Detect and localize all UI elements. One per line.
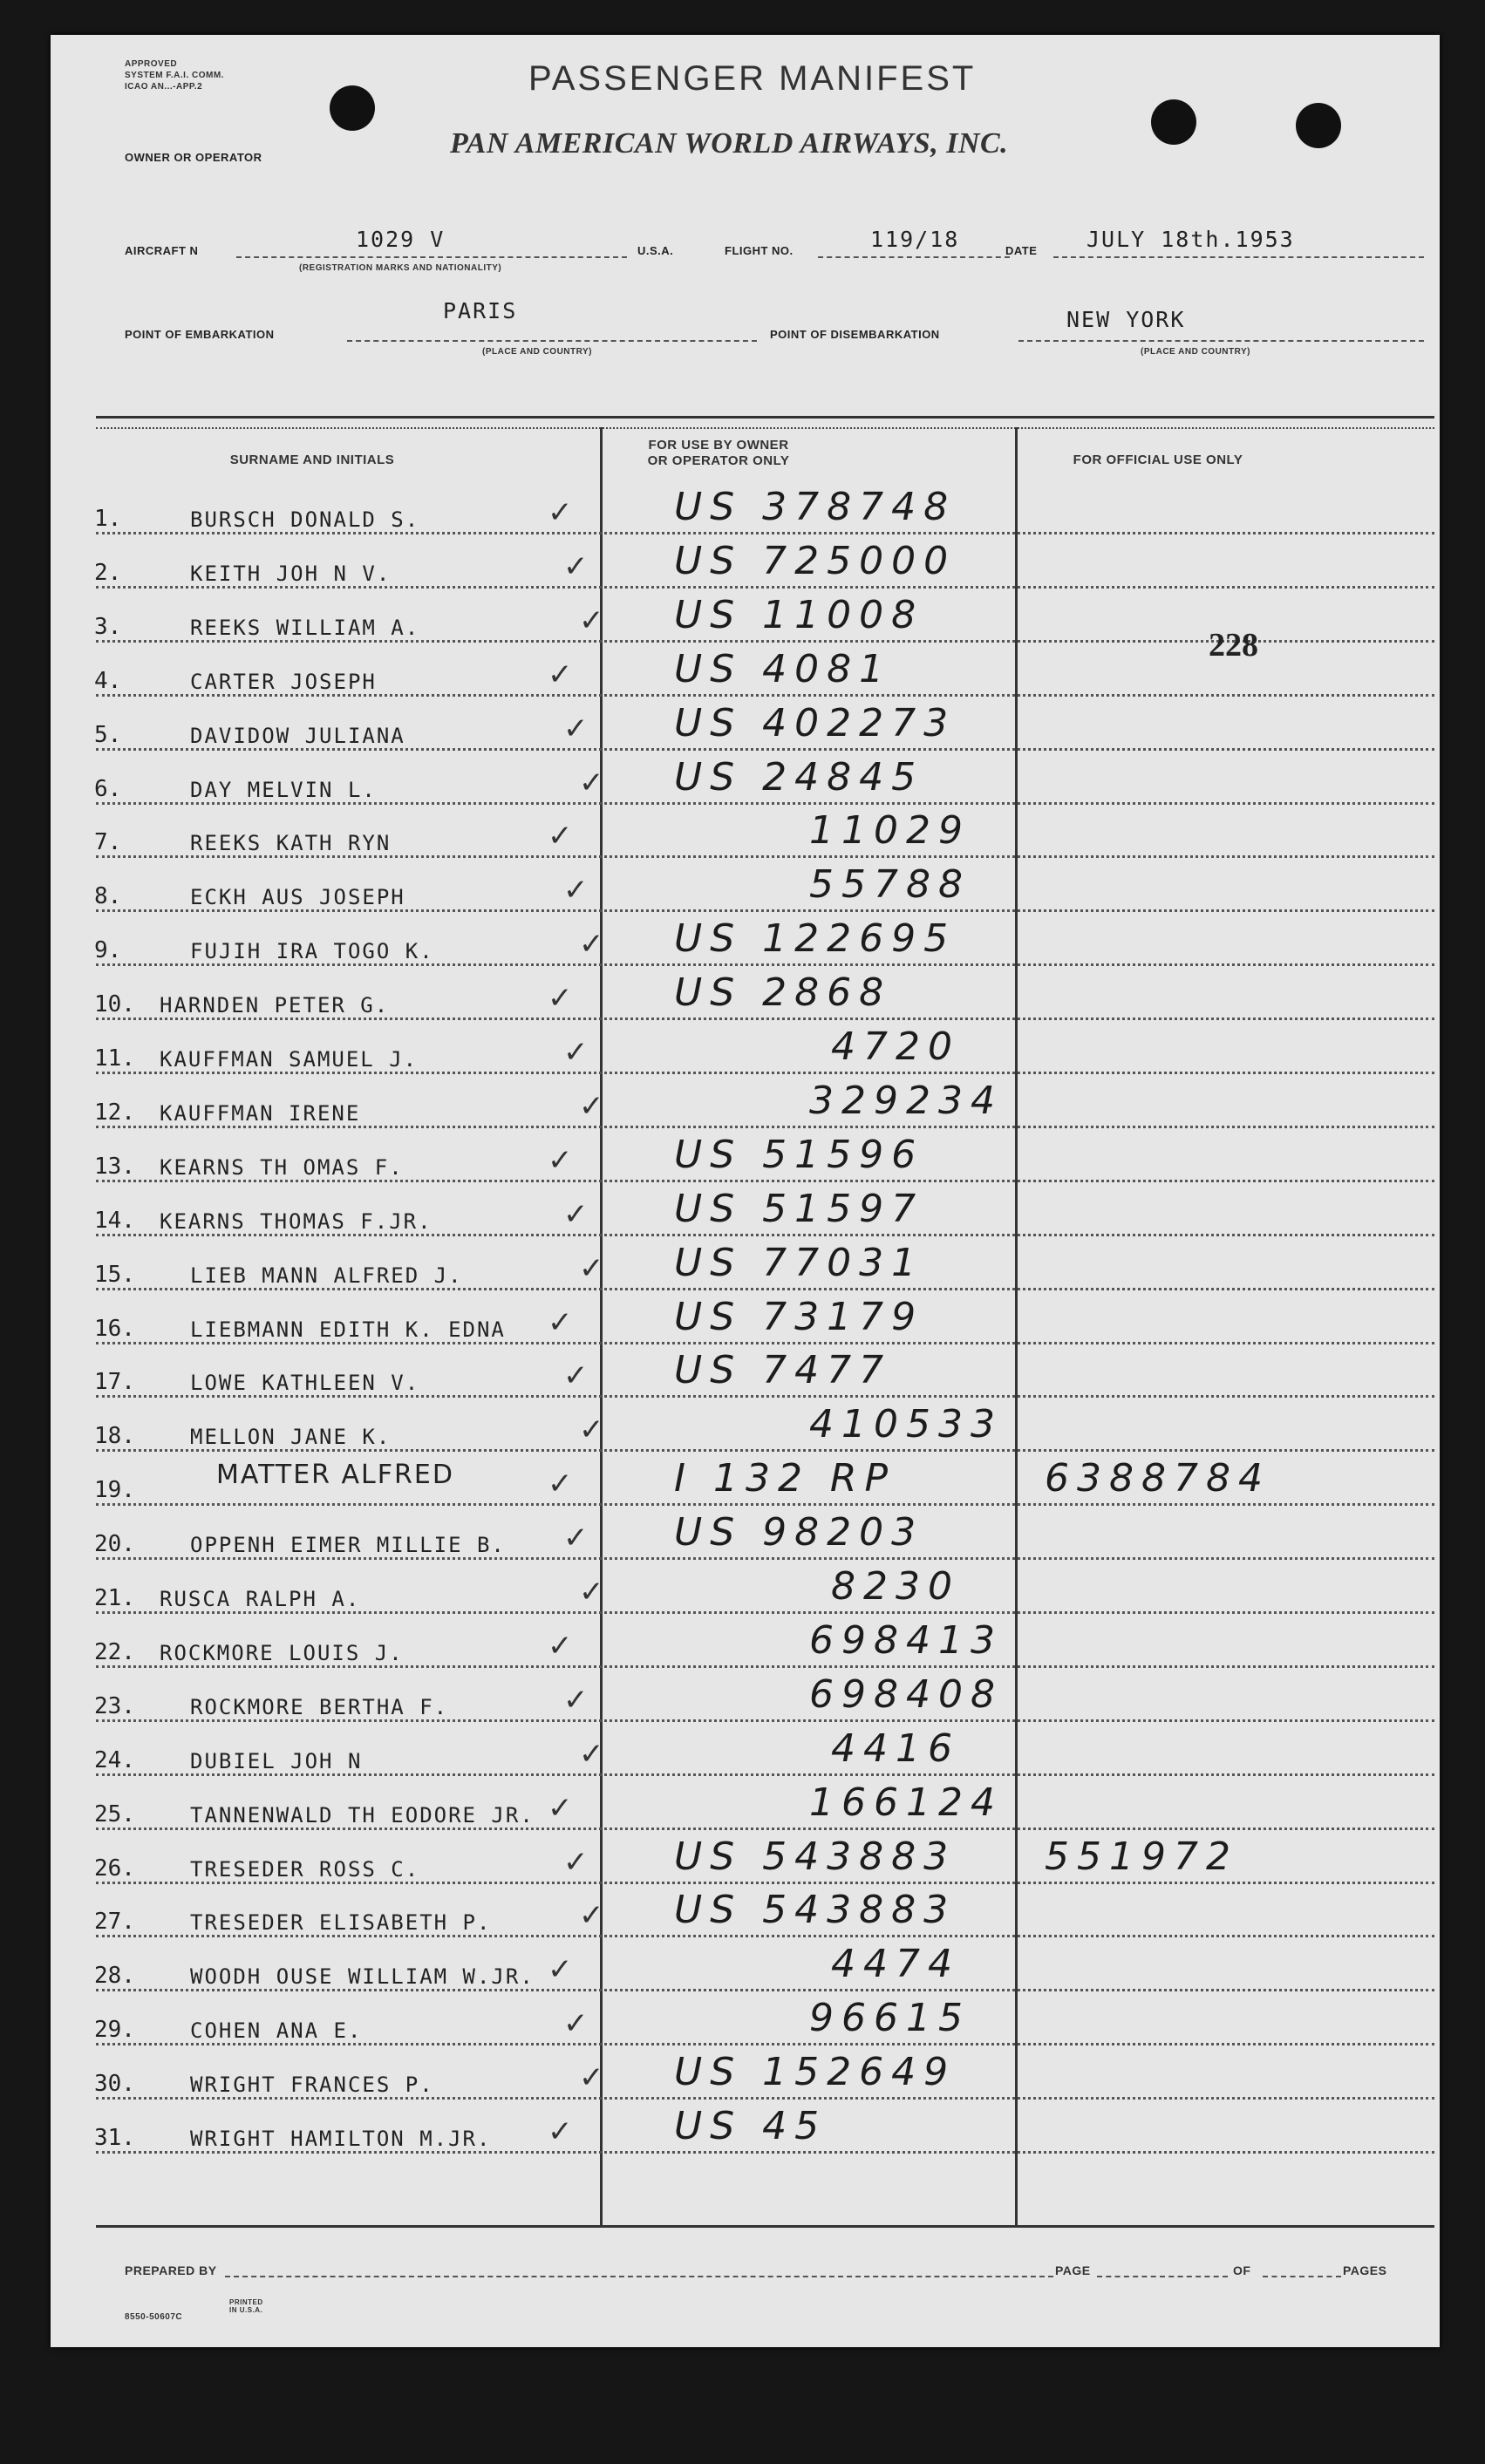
passport-number: US 122695: [674, 916, 957, 962]
row-number: 11.: [94, 1045, 135, 1072]
owner-label: OWNER OR OPERATOR: [125, 151, 262, 164]
passport-number: 11029: [809, 808, 971, 854]
check-mark-icon: ✓: [548, 981, 573, 1017]
row-number: 19.: [94, 1477, 135, 1504]
punch-hole: [330, 85, 375, 131]
row-divider: [96, 909, 1434, 912]
row-number: 25.: [94, 1800, 135, 1828]
row-divider: [96, 1773, 1434, 1776]
check-mark-icon: ✓: [579, 1898, 604, 1934]
aircraft-label: AIRCRAFT N: [125, 244, 199, 257]
passenger-name: TRESEDER ELISABETH P.: [190, 1910, 492, 1936]
passenger-name: MATTER ALFRED: [216, 1460, 454, 1491]
flight-label: FLIGHT NO.: [725, 244, 794, 257]
disembark-value: NEW YORK: [1066, 307, 1186, 332]
row-number: 6.: [94, 775, 122, 802]
check-mark-icon: ✓: [548, 1952, 573, 1988]
row-divider: [96, 963, 1434, 966]
row-number: 17.: [94, 1369, 135, 1396]
row-divider: [96, 1719, 1434, 1722]
airline-name: PAN AMERICAN WORLD AIRWAYS, INC.: [450, 127, 1009, 160]
table-bottom-rule: [96, 2225, 1434, 2228]
official-number: 6388784: [1045, 1456, 1270, 1501]
passenger-name: OPPENH EIMER MILLIE B.: [190, 1533, 506, 1558]
check-mark-icon: ✓: [563, 2006, 589, 2042]
passport-number: US 45: [674, 2104, 828, 2148]
registration-note: (REGISTRATION MARKS AND NATIONALITY): [299, 263, 502, 273]
passport-number: 410533: [809, 1402, 1003, 1447]
passenger-name: REEKS KATH RYN: [190, 831, 392, 856]
check-mark-icon: ✓: [548, 1790, 573, 1826]
check-mark-icon: ✓: [548, 1142, 573, 1178]
check-mark-icon: ✓: [579, 765, 604, 800]
passport-number: US 7477: [674, 1348, 892, 1393]
row-number: 29.: [94, 2017, 135, 2044]
row-number: 8.: [94, 883, 122, 910]
check-mark-icon: ✓: [563, 548, 589, 584]
row-divider: [96, 802, 1434, 805]
row-divider: [96, 1611, 1434, 1614]
row-number: 9.: [94, 937, 122, 964]
row-number: 21.: [94, 1585, 135, 1611]
passenger-name: KEITH JOH N V.: [190, 561, 392, 586]
check-mark-icon: ✓: [548, 1628, 573, 1664]
passport-number: US 402273: [674, 700, 957, 745]
row-number: 5.: [94, 721, 122, 748]
passenger-name: LIEBMANN EDITH K. EDNA: [190, 1317, 506, 1342]
table-top-rule: [96, 416, 1434, 429]
passenger-name: RUSCA RALPH A.: [160, 1587, 361, 1611]
passenger-name: FUJIH IRA TOGO K.: [190, 939, 434, 964]
row-divider: [96, 1126, 1434, 1128]
check-mark-icon: ✓: [579, 927, 604, 963]
row-divider: [96, 1935, 1434, 1937]
passenger-name: KEARNS THOMAS F.JR.: [160, 1208, 433, 1234]
row-divider: [96, 748, 1434, 751]
check-mark-icon: ✓: [579, 1412, 604, 1448]
passenger-name: WRIGHT HAMILTON M.JR.: [190, 2127, 492, 2151]
disembark-label: POINT OF DISEMBARKATION: [770, 328, 940, 341]
row-divider: [96, 1828, 1434, 1830]
punch-hole: [1296, 103, 1341, 148]
check-mark-icon: ✓: [563, 1358, 589, 1394]
row-number: 26.: [94, 1855, 135, 1882]
row-number: 31.: [94, 2125, 135, 2151]
passport-number: US 98203: [674, 1510, 924, 1555]
passenger-name: ECKH AUS JOSEPH: [190, 885, 405, 910]
passport-number: US 11008: [674, 592, 924, 637]
passport-number: 55788: [809, 862, 971, 908]
passenger-name: MELLON JANE K.: [190, 1425, 392, 1450]
row-number: 13.: [94, 1153, 135, 1180]
column-divider: [600, 427, 603, 2227]
passport-number: 4416: [831, 1725, 960, 1771]
row-divider: [96, 1665, 1434, 1668]
column-header-official: FOR OFFICIAL USE ONLY: [1073, 453, 1243, 467]
check-mark-icon: ✓: [579, 1250, 604, 1286]
row-divider: [96, 1989, 1434, 1991]
passport-number: 329234: [809, 1078, 1003, 1123]
embark-label: POINT OF EMBARKATION: [125, 328, 275, 341]
passport-number: US 73179: [674, 1294, 924, 1339]
embark-value: PARIS: [443, 298, 518, 323]
passenger-name: DAVIDOW JULIANA: [190, 723, 405, 748]
passport-number: US 51596: [674, 1132, 924, 1177]
passenger-name: ROCKMORE BERTHA F.: [190, 1694, 449, 1719]
row-number: 15.: [94, 1261, 135, 1288]
passenger-name: WOODH OUSE WILLIAM W.JR.: [190, 1964, 535, 1990]
disembark-note: (PLACE AND COUNTRY): [1141, 347, 1250, 357]
date-label: DATE: [1005, 244, 1038, 257]
check-mark-icon: ✓: [548, 819, 573, 854]
check-mark-icon: ✓: [579, 2060, 604, 2096]
passport-number: 8230: [831, 1564, 960, 1609]
passenger-name: HARNDEN PETER G.: [160, 993, 390, 1018]
page-title: PASSENGER MANIFEST: [528, 59, 977, 98]
row-divider: [96, 2043, 1434, 2045]
check-mark-icon: ✓: [579, 1575, 604, 1610]
passenger-name: ROCKMORE LOUIS J.: [160, 1640, 404, 1665]
row-divider: [96, 1072, 1434, 1074]
row-divider: [96, 1018, 1434, 1020]
passport-number: US 4081: [674, 646, 892, 691]
row-number: 12.: [94, 1099, 135, 1126]
punch-hole: [1151, 99, 1196, 145]
passport-number: US 24845: [674, 754, 924, 800]
row-number: 28.: [94, 1963, 135, 1990]
passport-number: US 543883: [674, 1888, 957, 1933]
passport-number: US 378748: [674, 485, 957, 529]
passport-number: US 77031: [674, 1240, 924, 1285]
passport-number: US 51597: [674, 1186, 924, 1231]
row-divider: [96, 2151, 1434, 2154]
row-divider: [96, 1503, 1434, 1506]
check-mark-icon: ✓: [563, 1196, 589, 1232]
check-mark-icon: ✓: [563, 1844, 589, 1880]
row-divider: [96, 586, 1434, 589]
row-divider: [96, 532, 1434, 534]
prepared-label: PREPARED BY: [125, 2263, 217, 2277]
check-mark-icon: ✓: [548, 1467, 573, 1502]
pages-label: PAGES: [1343, 2263, 1387, 2277]
of-label: OF: [1233, 2263, 1251, 2277]
row-divider: [96, 1342, 1434, 1344]
passenger-name: REEKS WILLIAM A.: [190, 615, 420, 640]
official-number: 551972: [1045, 1834, 1238, 1879]
check-mark-icon: ✓: [563, 1521, 589, 1556]
row-divider: [96, 2097, 1434, 2100]
check-mark-icon: ✓: [579, 602, 604, 638]
row-number: 18.: [94, 1423, 135, 1450]
check-mark-icon: ✓: [548, 2114, 573, 2149]
column-divider: [1015, 427, 1018, 2227]
row-number: 1.: [94, 506, 122, 532]
official-stamp-number: 228: [1209, 627, 1258, 664]
check-mark-icon: ✓: [548, 495, 573, 530]
row-number: 30.: [94, 2071, 135, 2098]
passport-number: US 2868: [674, 970, 892, 1016]
form-number: 8550-50607C: [125, 2312, 183, 2322]
usa-label: U.S.A.: [637, 244, 674, 257]
row-number: 3.: [94, 613, 122, 640]
passenger-name: DAY MELVIN L.: [190, 777, 377, 802]
check-mark-icon: ✓: [563, 1035, 589, 1070]
passport-number: 96615: [809, 1996, 971, 2041]
row-divider: [96, 1449, 1434, 1452]
row-number: 20.: [94, 1531, 135, 1558]
passport-number: 166124: [809, 1780, 1003, 1825]
row-divider: [96, 1288, 1434, 1290]
check-mark-icon: ✓: [563, 711, 589, 746]
approval-line-3: ICAO AN...-APP.2: [125, 82, 203, 92]
passport-number: 4474: [831, 1942, 960, 1987]
passenger-name: COHEN ANA E.: [190, 2018, 363, 2044]
approval-line-1: APPROVED: [125, 59, 178, 69]
passport-number: US 543883: [674, 1834, 957, 1879]
passport-number: 698413: [809, 1617, 1003, 1663]
row-number: 10.: [94, 991, 135, 1018]
row-divider: [96, 694, 1434, 697]
passport-number: US 725000: [674, 538, 957, 583]
date-value: JULY 18th.1953: [1087, 227, 1295, 252]
page-label: PAGE: [1055, 2263, 1091, 2277]
passport-number: 698408: [809, 1671, 1003, 1717]
row-number: 7.: [94, 829, 122, 856]
check-mark-icon: ✓: [548, 657, 573, 692]
passenger-name: CARTER JOSEPH: [190, 669, 377, 694]
row-number: 14.: [94, 1207, 135, 1234]
passport-number: I 132 RP: [674, 1456, 896, 1501]
passenger-name: BURSCH DONALD S.: [190, 507, 420, 532]
passenger-name: KAUFFMAN SAMUEL J.: [160, 1047, 419, 1072]
row-number: 16.: [94, 1315, 135, 1342]
row-number: 22.: [94, 1638, 135, 1665]
passenger-name: KEARNS TH OMAS F.: [160, 1154, 404, 1180]
row-number: 4.: [94, 667, 122, 694]
column-header-owner-2: OR OPERATOR ONLY: [647, 453, 790, 468]
manifest-sheet: [51, 35, 1440, 2347]
column-header-owner-1: FOR USE BY OWNER: [648, 438, 789, 453]
row-divider: [96, 1882, 1434, 1884]
row-divider: [96, 1557, 1434, 1560]
passenger-name: LIEB MANN ALFRED J.: [190, 1263, 463, 1288]
column-header-surname: SURNAME AND INITIALS: [229, 453, 395, 467]
check-mark-icon: ✓: [548, 1304, 573, 1340]
row-divider: [96, 1234, 1434, 1236]
passenger-name: TANNENWALD TH EODORE JR.: [190, 1802, 535, 1828]
row-divider: [96, 855, 1434, 858]
check-mark-icon: ✓: [579, 1088, 604, 1124]
row-divider: [96, 1395, 1434, 1398]
passenger-name: DUBIEL JOH N: [190, 1748, 363, 1773]
flight-value: 119/18: [870, 227, 960, 252]
row-number: 24.: [94, 1746, 135, 1773]
row-number: 27.: [94, 1909, 135, 1936]
passenger-name: LOWE KATHLEEN V.: [190, 1371, 420, 1396]
row-number: 23.: [94, 1692, 135, 1719]
passenger-name: KAUFFMAN IRENE: [160, 1100, 361, 1126]
embark-note: (PLACE AND COUNTRY): [482, 347, 592, 357]
printed-mark: PRINTED IN U.S.A.: [229, 2298, 263, 2314]
passport-number: 4720: [831, 1024, 960, 1069]
check-mark-icon: ✓: [563, 1682, 589, 1718]
check-mark-icon: ✓: [579, 1736, 604, 1772]
passenger-name: TRESEDER ROSS C.: [190, 1856, 420, 1882]
approval-line-2: SYSTEM F.A.I. COMM.: [125, 71, 224, 80]
aircraft-value: 1029 V: [356, 227, 446, 252]
passport-number: US 152649: [674, 2050, 957, 2095]
row-number: 2.: [94, 559, 122, 586]
row-divider: [96, 1180, 1434, 1182]
check-mark-icon: ✓: [563, 873, 589, 909]
passenger-name: WRIGHT FRANCES P.: [190, 2073, 434, 2098]
